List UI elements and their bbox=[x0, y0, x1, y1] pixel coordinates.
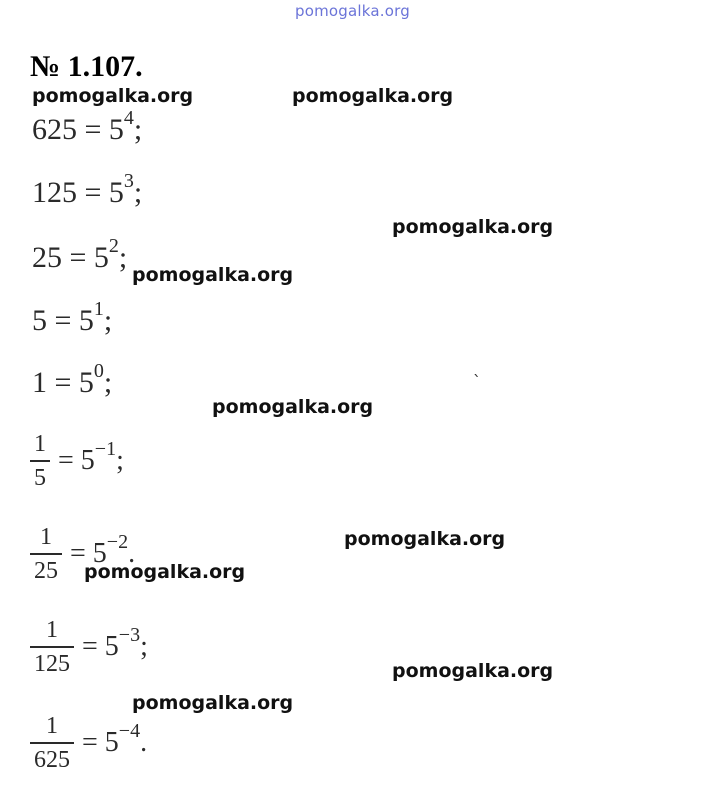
fraction-numerator: 1 bbox=[34, 431, 46, 457]
equation-exponent: 2 bbox=[108, 235, 119, 257]
equation-row: $5 = 5^1$; bbox=[32, 298, 113, 337]
fraction-denominator: 5 bbox=[34, 465, 46, 491]
equation-lhs: 5 bbox=[32, 304, 47, 337]
equation-lhs: 25 bbox=[32, 241, 62, 274]
equation-end: ; bbox=[133, 176, 143, 209]
fraction-bar bbox=[30, 460, 50, 462]
watermark: pomogalka.org bbox=[392, 216, 554, 238]
equation-exponent: 3 bbox=[123, 170, 134, 192]
fraction-numerator: 1 bbox=[40, 524, 52, 550]
fraction-denominator: 25 bbox=[34, 558, 58, 584]
equation-end: ; bbox=[116, 445, 124, 476]
fraction-bar bbox=[30, 742, 74, 744]
equation-end: . bbox=[128, 538, 136, 569]
fraction-equation-row: $\frac{1}{5}$ = $5^{-1}$; bbox=[30, 430, 124, 492]
equation-end: ; bbox=[103, 304, 113, 337]
watermark: pomogalka.org bbox=[292, 85, 454, 107]
fraction bbox=[30, 430, 50, 492]
equation-end: ; bbox=[133, 113, 143, 146]
fraction bbox=[30, 616, 74, 678]
fraction-numerator: 1 bbox=[46, 713, 58, 739]
fraction-equation-row: $\frac{1}{25}$ = $5^{-2}$. bbox=[30, 523, 135, 585]
watermark: pomogalka.org bbox=[32, 85, 194, 107]
equation-exponent: −3 bbox=[118, 623, 141, 646]
watermark: pomogalka.org bbox=[132, 692, 294, 714]
fraction-numerator: 1 bbox=[46, 617, 58, 643]
fraction-equation-row: $\frac{1}{625}$ = $5^{-4}$. bbox=[30, 712, 147, 774]
equation-lhs: 125 bbox=[32, 176, 77, 209]
equation-end: . bbox=[140, 727, 148, 758]
equation-row: $125 = 5^3$; bbox=[32, 170, 143, 209]
equation-exponent: −4 bbox=[118, 719, 141, 742]
equation-exponent: −1 bbox=[94, 437, 117, 460]
fraction-equation-row: $\frac{1}{125}$ = $5^{-3}$; bbox=[30, 616, 148, 678]
equation-base: 5 bbox=[78, 366, 94, 399]
equation-end: ; bbox=[103, 366, 113, 399]
equation-base: 5 bbox=[92, 538, 107, 569]
fraction bbox=[30, 712, 74, 774]
watermark: pomogalka.org bbox=[392, 660, 554, 682]
watermark: pomogalka.org bbox=[344, 528, 506, 550]
equation-base: 5 bbox=[93, 241, 109, 274]
equation-lhs: 625 bbox=[32, 113, 77, 146]
watermark: pomogalka.org bbox=[132, 264, 294, 286]
fraction-bar bbox=[30, 553, 62, 555]
equation-base: 5 bbox=[104, 631, 119, 662]
equation-row: $1 = 5^0$; bbox=[32, 360, 113, 399]
fraction-denominator: 625 bbox=[34, 747, 70, 773]
watermark: pomogalka.org bbox=[212, 396, 374, 418]
equation-exponent: 1 bbox=[93, 298, 104, 320]
fraction-bar bbox=[30, 646, 74, 648]
fraction bbox=[30, 523, 62, 585]
equation-row: $625 = 5^4$; bbox=[32, 107, 143, 146]
equation-exponent: 4 bbox=[123, 107, 134, 129]
equation-base: 5 bbox=[78, 304, 94, 337]
equation-end: ; bbox=[118, 241, 128, 274]
stray-mark: ` bbox=[473, 372, 481, 391]
equation-exponent: −2 bbox=[106, 530, 129, 553]
fraction-denominator: 125 bbox=[34, 651, 70, 677]
watermark: pomogalka.org bbox=[84, 561, 246, 583]
equation-end: ; bbox=[140, 631, 148, 662]
equation-base: 5 bbox=[80, 445, 95, 476]
equation-base: 5 bbox=[104, 727, 119, 758]
site-watermark-top: pomogalka.org bbox=[295, 2, 410, 20]
problem-number: № 1.107. bbox=[30, 50, 143, 83]
equation-row: $25 = 5^2$; bbox=[32, 235, 128, 274]
equation-base: 5 bbox=[108, 113, 124, 146]
equation-lhs: 1 bbox=[32, 366, 47, 399]
equation-base: 5 bbox=[108, 176, 124, 209]
equation-exponent: 0 bbox=[93, 360, 104, 382]
